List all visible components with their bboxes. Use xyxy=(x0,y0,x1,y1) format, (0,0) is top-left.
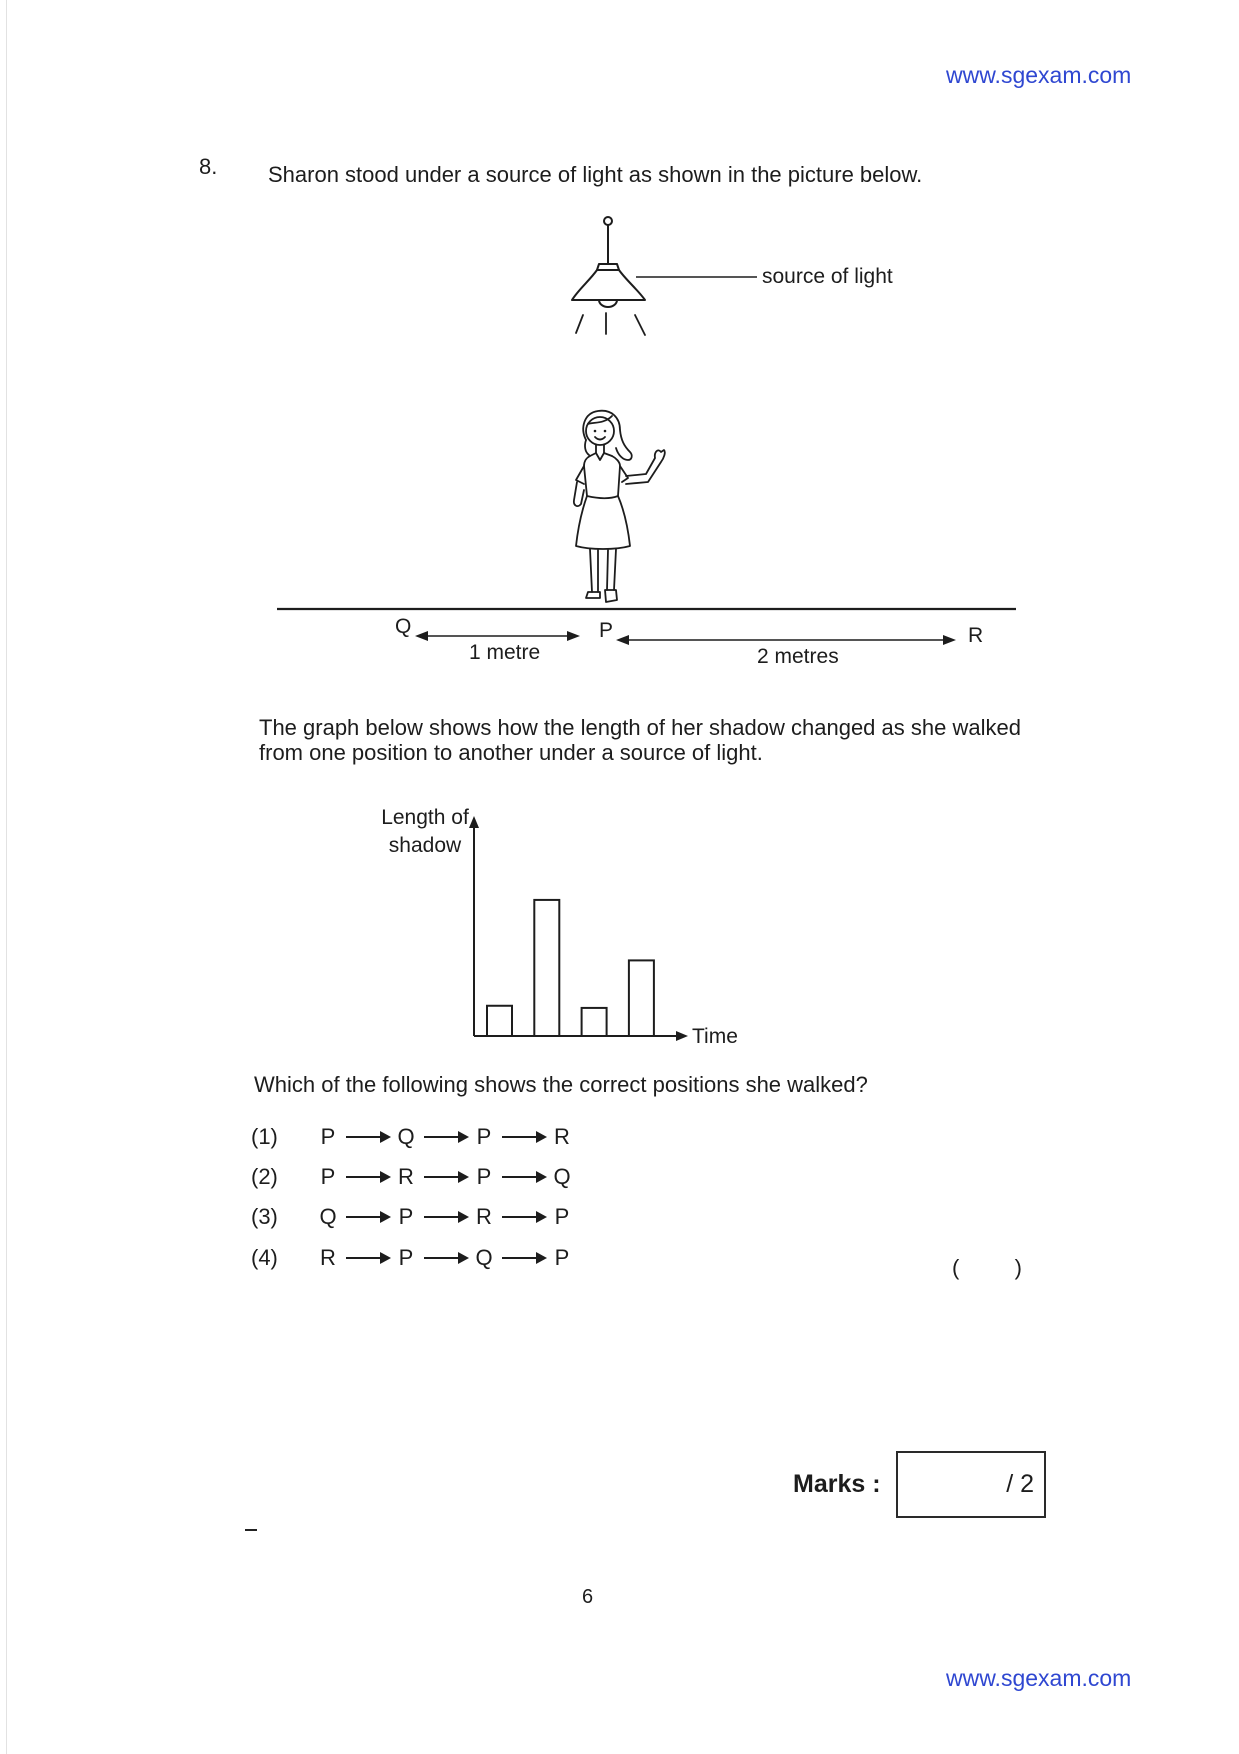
position-letter: R xyxy=(398,1164,414,1189)
position-letter: Q xyxy=(475,1245,493,1270)
arrow-right-icon xyxy=(424,1136,466,1138)
question-number: 8. xyxy=(199,154,218,179)
girl-figure xyxy=(560,400,672,610)
y-axis-arrow-icon xyxy=(469,816,479,828)
position-letter: R xyxy=(554,1124,570,1149)
option-number: (4) xyxy=(251,1245,278,1270)
position-sequence xyxy=(316,1122,574,1152)
marks-box xyxy=(896,1451,1046,1518)
position-letter: R xyxy=(476,1204,492,1229)
position-letter: Q xyxy=(553,1164,571,1189)
footer-website: www.sgexam.com xyxy=(946,1665,1132,1691)
arrow-right-icon xyxy=(346,1216,388,1218)
answer-bracket xyxy=(952,1255,1022,1281)
arrow-right-icon xyxy=(424,1176,466,1178)
question-prompt: Which of the following shows the correct positions she walked? xyxy=(254,1072,868,1097)
scan-mark xyxy=(245,1529,257,1531)
position-letter: P xyxy=(398,1245,414,1270)
question-text: Sharon stood under a source of light as shown in the picture below. xyxy=(268,162,923,187)
option-number: (3) xyxy=(251,1204,278,1229)
position-letter: P xyxy=(476,1124,492,1149)
position-letter: Q xyxy=(397,1124,415,1149)
chart-x-axis-label: Time xyxy=(692,1025,738,1048)
answer-bracket-close: ) xyxy=(1014,1255,1022,1280)
arrow-right-icon xyxy=(502,1257,544,1259)
position-r-label: R xyxy=(968,624,984,647)
option-number: (1) xyxy=(251,1124,278,1149)
position-sequence xyxy=(316,1162,574,1192)
bar xyxy=(534,900,559,1036)
position-p-label: P xyxy=(599,619,614,642)
distance-arrow-qp xyxy=(415,631,580,641)
position-sequence xyxy=(316,1202,574,1232)
option-3 xyxy=(0,1202,700,1232)
bar xyxy=(629,960,654,1036)
position-q-label: Q xyxy=(395,615,412,638)
position-letter: P xyxy=(320,1164,336,1189)
arrow-right-icon xyxy=(502,1216,544,1218)
arrow-right-icon xyxy=(502,1136,544,1138)
girl-left-arm xyxy=(574,466,584,506)
arrow-right-icon xyxy=(424,1216,466,1218)
graph-intro-line: from one position to another under a source of light. xyxy=(259,740,763,765)
hanging-lamp xyxy=(572,217,645,307)
light-ray xyxy=(635,315,645,335)
arrow-right-icon xyxy=(424,1257,466,1259)
position-letter: Q xyxy=(319,1204,337,1229)
girl-right-arm xyxy=(620,450,665,484)
option-2 xyxy=(0,1162,700,1192)
chart-y-axis-label: Length of shadow xyxy=(381,806,469,857)
distance-pr-label: 2 metres xyxy=(757,645,839,668)
shadow-length-chart xyxy=(464,812,696,1044)
girl-legs xyxy=(590,549,616,592)
position-letter: P xyxy=(554,1204,570,1229)
marks-total: / 2 xyxy=(1006,1470,1034,1498)
marks-label: Marks : xyxy=(793,1470,881,1498)
arrow-right-icon xyxy=(346,1257,388,1259)
light-rays xyxy=(576,313,645,335)
position-letter: P xyxy=(398,1204,414,1229)
header-website: www.sgexam.com xyxy=(946,62,1132,88)
option-number: (2) xyxy=(251,1164,278,1189)
position-letter: P xyxy=(320,1124,336,1149)
x-axis-arrow-icon xyxy=(676,1031,688,1041)
answer-bracket-open: ( xyxy=(952,1255,960,1280)
arrow-right-icon xyxy=(346,1136,388,1138)
option-1 xyxy=(0,1122,700,1152)
light-ray xyxy=(576,315,583,333)
page-number: 6 xyxy=(582,1586,594,1608)
bar xyxy=(582,1008,607,1036)
bar xyxy=(487,1006,512,1036)
position-sequence xyxy=(316,1243,574,1273)
lamp-label: source of light xyxy=(762,265,893,288)
position-letter: P xyxy=(476,1164,492,1189)
arrow-right-icon xyxy=(502,1176,544,1178)
arrow-right-icon xyxy=(346,1176,388,1178)
graph-intro xyxy=(259,715,1021,765)
option-4 xyxy=(0,1243,700,1273)
distance-qp-label: 1 metre xyxy=(469,641,541,664)
distance-arrow-pr xyxy=(616,635,956,645)
position-letter: P xyxy=(554,1245,570,1270)
position-letter: R xyxy=(320,1245,336,1270)
graph-intro-line: The graph below shows how the length of her shadow changed as she walked xyxy=(259,715,1021,740)
